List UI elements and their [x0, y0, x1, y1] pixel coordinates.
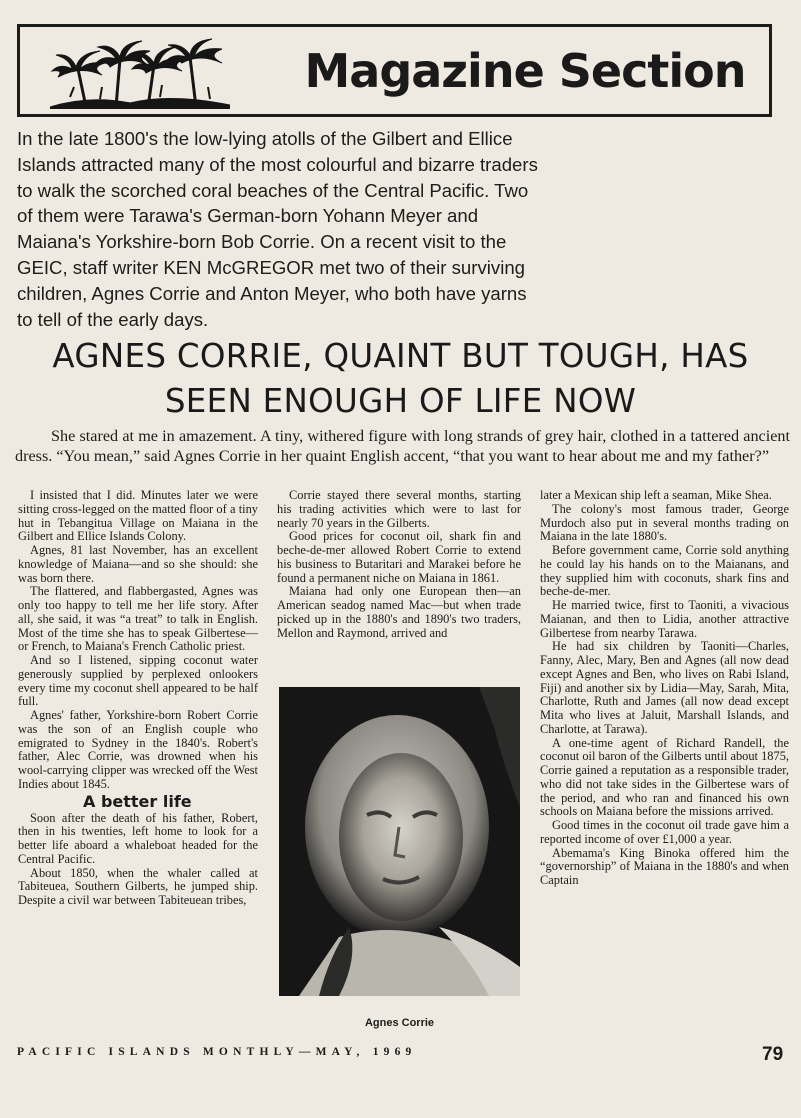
paragraph: He had six children by Taoniti—Charles, Fanny, Alec, Mary, Ben and Agnes (all now dead except Agnes and Ben, who lives on Rabi Island, Fiji) and another six by Lidia—May, Sarah, Mita, Charlotte, Ruth and James (all now dead except Mita who lives at Jaluit, Marshall Islands, and Charlotte, at Tarawa). [540, 639, 789, 736]
paragraph: Agnes' father, Yorkshire-born Robert Corrie was the son of an English couple who emigrated to Sydney in the 1840's. Robert's father, Alec Corrie, was drowned when his wool-carrying clipper was wrecked off the West Indies about 1845. [18, 708, 258, 791]
photo-caption: Agnes Corrie [364, 1017, 435, 1029]
article-column-3 [540, 489, 789, 888]
magazine-banner [17, 24, 772, 117]
paragraph: And so I listened, sipping coconut water generously supplied by perplexed onlookers every time my coconut shell appeared to be half full. [18, 653, 258, 709]
paragraph: A one-time agent of Richard Randell, the coconut oil baron of the Gilberts until about 1875, Corrie gained a reputation as a responsible trader, who did not take sides in the Gilbertese wars of the period, and who ran and financed his own schools on Maiana before the missions arrived. [540, 735, 789, 819]
article-headline [0, 334, 801, 424]
paragraph: Corrie stayed there several months, starting his trading activities which were to last for nearly 70 years in the Gilberts. [277, 488, 521, 530]
paragraph: Abemama's King Binoka offered him the “governorship” of Maiana in the 1880's and when Captain [540, 845, 789, 887]
paragraph: Good times in the coconut oil trade gave him a reported income of over £1,000 a year. [540, 818, 789, 846]
paragraph: About 1850, when the whaler called at Tabiteuea, Southern Gilberts, he jumped ship. Despite a civil war between Tabiteuean tribes, [18, 865, 258, 907]
lead-paragraph: She stared at me in amazement. A tiny, withered figure with long strands of grey hair, clothed in a tattered ancient dress. “You mean,” said Agnes Corrie in her quaint English accent, “that you want to hear about me and my father?” [15, 427, 790, 465]
article-column-2 [277, 489, 521, 640]
section-title: Magazine Section [304, 44, 746, 98]
paragraph: I insisted that I did. Minutes later we were sitting cross-legged on the matted floor of a tiny hut in Tebangitua Village on Maiana in the Gilbert and Ellice Islands Colony. [18, 488, 258, 544]
headline-line-1: AGNES CORRIE, QUAINT BUT TOUGH, HAS [52, 337, 749, 375]
paragraph: The flattered, and flabbergasted, Agnes was only too happy to tell me her life story. After all, she said, it was “a treat” to talk in English. Most of the time she has to speak Gilbertese—or French, to Maiana's French Catholic priest. [18, 584, 258, 654]
publication-footer: PACIFIC ISLANDS MONTHLY—MAY, 1969 [17, 1046, 417, 1058]
paragraph: Soon after the death of his father, Robert, then in his twenties, left home to look for a better life aboard a whaleboat headed for the Central Pacific. [18, 810, 258, 866]
paragraph: Maiana had only one European then—an American seadog named Mac—but when trade picked up in the 1880's and 1890's two traders, Mellon and Raymond, arrived and [277, 584, 521, 640]
paragraph: The colony's most famous trader, George Murdoch also put in several months trading on Maiana in the late 1880's. [540, 501, 789, 544]
paragraph: later a Mexican ship left a seaman, Mike Shea. [540, 488, 772, 502]
headline-line-2: SEEN ENOUGH OF LIFE NOW [164, 382, 637, 420]
article-column-1 [18, 489, 258, 908]
paragraph: Agnes, 81 last November, has an excellent knowledge of Maiana—and so she should: she was born there. [18, 543, 258, 585]
paragraph: Good prices for coconut oil, shark fin and beche-de-mer allowed Robert Corrie to extend his business to Butaritari and Marakei before he found a permanent niche on Maiana in 1861. [277, 529, 521, 585]
paragraph: Before government came, Corrie sold anything he could lay his hands on to the Maianans, and they supplied him with coconuts, shark fins and beche-de-mer. [540, 543, 789, 599]
page-number: 79 [762, 1044, 784, 1065]
paragraph: He married twice, first to Taoniti, a vivacious Maianan, and then to Lidia, another attractive Gilbertese from nearby Tarawa. [540, 598, 789, 640]
portrait-image [279, 687, 520, 996]
portrait-photo [279, 687, 520, 996]
subheading: A better life [83, 791, 192, 811]
intro-paragraph: In the late 1800's the low-lying atolls of the Gilbert and Ellice Islands attracted many of the most colourful and bizarre traders to walk the scorched coral beaches of the Central Pacific. Two of them were Tarawa's German-born Yohann Meyer and Maiana's Yorkshire-born Bob Corrie. On a recent visit to the GEIC, staff writer KEN McGREGOR met two of their surviving children, Agnes Corrie and Anton Meyer, who both have yarns to tell of the early days. [17, 128, 538, 330]
palm-trees-icon [50, 37, 230, 109]
